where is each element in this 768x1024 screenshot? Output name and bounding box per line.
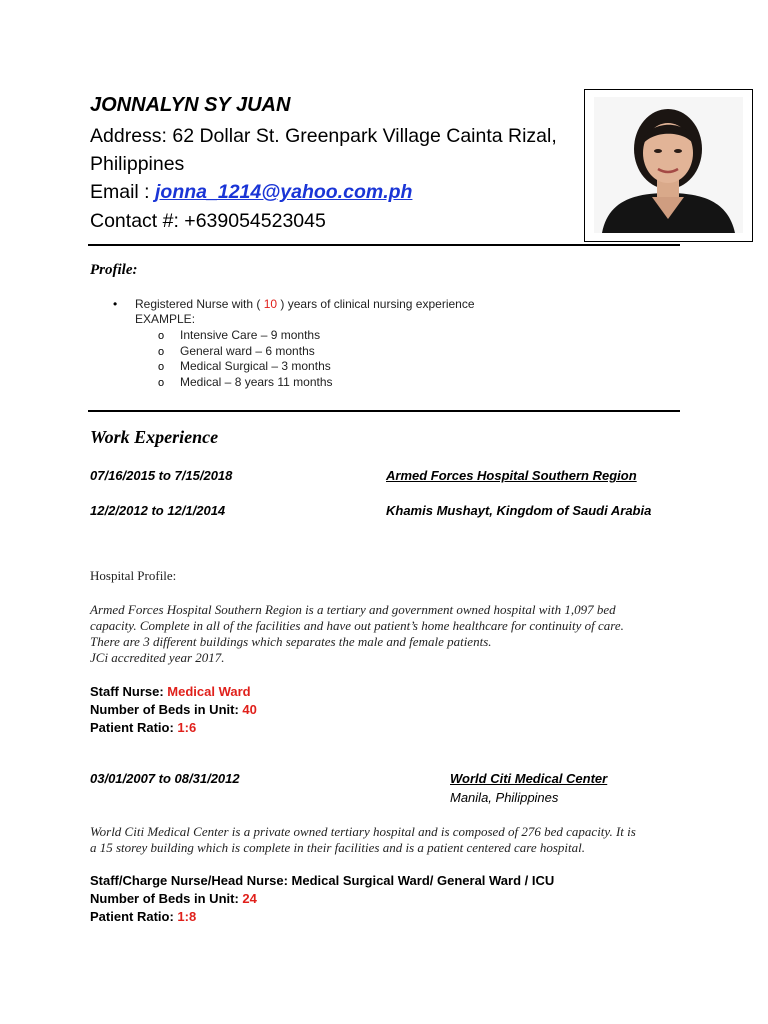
job1-dates-2: 12/2/2012 to 12/1/2014	[90, 503, 226, 518]
job2-dates: 03/01/2007 to 08/31/2012	[90, 771, 240, 786]
job2-description-line: a 15 storey building which is complete in their facilities and is a patient centered care hospital.	[90, 840, 586, 855]
bullet-dot: •	[113, 297, 118, 311]
profile-summary: Registered Nurse with ( 10 ) years of clinical nursing experience	[135, 297, 475, 311]
job1-description-line: Armed Forces Hospital Southern Region is a tertiary and government owned hospital with 1,097 bed	[90, 602, 616, 617]
sub-bullet-marker: o	[158, 377, 165, 389]
experience-item: General ward – 6 months	[180, 344, 315, 358]
job2-beds: Number of Beds in Unit: 24	[90, 891, 257, 906]
job1-ratio: Patient Ratio: 1:6	[90, 720, 197, 735]
header-divider	[88, 244, 680, 246]
job1-dates-1: 07/16/2015 to 7/15/2018	[90, 468, 233, 483]
applicant-name: JONNALYN SY JUAN	[90, 94, 291, 116]
email-link[interactable]: jonna_1214@yahoo.com.ph	[155, 181, 413, 203]
job1-location: Khamis Mushayt, Kingdom of Saudi Arabia	[386, 503, 652, 518]
job1-beds: Number of Beds in Unit: 40	[90, 702, 257, 717]
email-row	[90, 181, 412, 204]
hospital-profile-label: Hospital Profile:	[90, 568, 177, 583]
job1-description-line: JCi accredited year 2017.	[90, 650, 225, 665]
sub-bullet-marker: o	[158, 361, 165, 373]
job2-role: Staff/Charge Nurse/Head Nurse: Medical Surgical Ward/ General Ward / ICU	[90, 873, 555, 888]
job1-role: Staff Nurse: Medical Ward	[90, 684, 251, 699]
job2-location: Manila, Philippines	[450, 790, 559, 805]
sub-bullet-marker: o	[158, 346, 165, 358]
experience-item: Intensive Care – 9 months	[180, 328, 321, 342]
sub-bullet-marker: o	[158, 330, 165, 342]
job2-description-line: World Citi Medical Center is a private owned tertiary hospital and is composed of 276 bed capacity. It is	[90, 824, 636, 839]
profile-heading: Profile:	[90, 262, 138, 278]
profile-photo-frame	[584, 89, 753, 242]
address-line-1: Address: 62 Dollar St. Greenpark Village Cainta Rizal,	[90, 125, 557, 147]
profile-divider	[88, 410, 680, 412]
job1-description-line: There are 3 different buildings which separates the male and female patients.	[90, 634, 492, 649]
experience-item: Medical – 8 years 11 months	[180, 375, 333, 389]
person-portrait-icon	[594, 97, 743, 233]
job2-hospital: World Citi Medical Center	[450, 771, 608, 786]
profile-photo	[594, 97, 743, 233]
email-label: Email :	[90, 181, 156, 203]
job1-hospital: Armed Forces Hospital Southern Region	[386, 468, 637, 483]
years-value: 10	[263, 297, 278, 311]
job2-ratio: Patient Ratio: 1:8	[90, 909, 197, 924]
experience-item: Medical Surgical – 3 months	[180, 359, 331, 373]
address-line-2: Philippines	[90, 153, 185, 175]
contact-number: Contact #: +639054523045	[90, 210, 326, 232]
work-experience-heading: Work Experience	[90, 427, 219, 447]
example-label: EXAMPLE:	[135, 312, 196, 326]
job1-description-line: capacity. Complete in all of the facilities and have out patient’s home healthcare for continuity of care.	[90, 618, 624, 633]
